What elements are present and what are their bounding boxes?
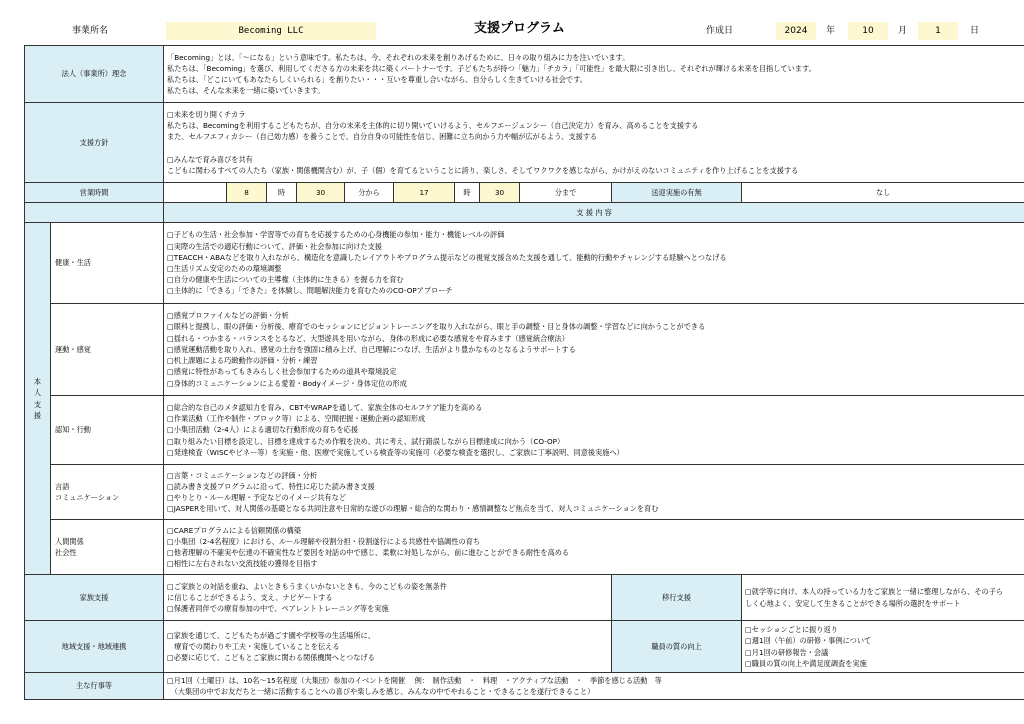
page-title: 支援プログラム <box>474 21 565 36</box>
policy-line: □未来を切り開くチカラ <box>167 109 246 119</box>
transition-line: しく心地よく、安定して生きることができる場所の選択をサポート <box>745 598 961 608</box>
community-text <box>164 621 612 673</box>
policy-label: 支援方針 <box>25 103 164 183</box>
cognition-label: 認知・行動 <box>51 396 164 465</box>
support-line: □読み書き支援プログラムに沿って、特性に応じた読み書き支援 <box>167 481 375 491</box>
end-hour-unit: 時 <box>455 183 480 203</box>
philosophy-text <box>164 46 1024 103</box>
support-line: □作業活動（工作や制作・ブロック等）による、空間把握・運動企画の認知形成 <box>167 414 426 424</box>
support-line: □身体的コミュニケーションによる愛着・Bodyイメージ・身体定位の形成 <box>167 378 407 388</box>
support-header: 支 援 内 容 <box>164 203 1024 223</box>
community-line: □必要に応じて、こどもとご家族に関わる関係機関へとつなげる <box>167 653 375 663</box>
community-label: 地域支援・地域連携 <box>25 621 164 673</box>
health-life-text <box>164 223 1024 304</box>
family-line: に信じることができるよう、支え、ナビゲートする <box>167 592 333 602</box>
support-line: □眼科と提携し、眼の評価・分析後、療育でのセッションにビジョントレーニングを取り入れながら、眼と手の調整・目と身体の調整・学習などに向かうことができる <box>167 322 706 332</box>
support-line: □生活リズム安定のための環境調整 <box>167 264 282 273</box>
support-line: □実際の生活での適応行動について、評価・社会参加に向けた支援 <box>167 241 382 251</box>
staff-text <box>742 621 1024 673</box>
transition-line: □就学等に向け、本人の持っている力をご家族と一緒に整理しながら、その子ら <box>745 587 1004 597</box>
support-header-row <box>25 203 1024 223</box>
philosophy-line: 私たちは、そんな未来を一緒に築いていきます。 <box>167 86 325 96</box>
motor-sensory-text <box>164 304 1024 396</box>
office-name-value: Becoming LLC <box>166 22 376 40</box>
support-line: □他者理解の不確実や伝達の不確実性など要因を対話の中で感じ、柔軟に対処しながら、前に進むことができる耐性を高める <box>167 548 570 557</box>
support-line: □主体的に「できる」「できた」を体験し、問題解決能力を育むためのCO-OPアプローチ <box>167 286 453 296</box>
cognition-text <box>164 396 1024 465</box>
staff-line: □職員の質の向上や満足度調査を実施 <box>745 658 867 668</box>
created-year: 2024 <box>776 22 816 40</box>
family-line: □保護者同伴での療育参加の中で、ペアレントトレーニング等を実施 <box>167 604 389 614</box>
family-transition-row <box>25 575 1024 621</box>
policy-line: こどもに関わるすべての人たち（家族・関係機関含む）が、子（個）を育てるということに誇り、楽しさ、そしてワクワクを感じながら、かけがえのないコミュニティを作り上げることを支援する <box>167 165 799 175</box>
label-char: 支 <box>33 399 42 409</box>
support-line: □感覚に特性があってもきみらしく社会参加するための道具や環境設定 <box>167 367 397 377</box>
events-line: （大集団の中でお友だちと一緒に活動することへの喜びや楽しみを感じ、みんなの中でやれること・できることを遂行できること） <box>167 687 595 696</box>
program-table <box>24 45 1024 700</box>
policy-row <box>25 103 1024 183</box>
policy-line-blank <box>167 143 1021 154</box>
transition-label: 移行支援 <box>612 575 742 621</box>
start-minute: 30 <box>297 183 345 203</box>
until-unit: 分まで <box>520 183 612 203</box>
staff-line: □月1回の研修報告・会議 <box>745 647 829 657</box>
support-line: □子どもの生活・社会参加・学習等での育ちを応援するための心身機能の参加・能力・機能レベルの評価 <box>167 230 505 240</box>
start-hour-unit: 時 <box>267 183 297 203</box>
family-label: 家族支援 <box>25 575 164 621</box>
created-day: 1 <box>918 22 958 40</box>
support-line: □机上課題による巧緻動作の評価・分析・練習 <box>167 356 318 366</box>
support-line: □やりとり・ルール理解・予定などのイメージ共有など <box>167 493 346 502</box>
support-section-row <box>25 223 1024 304</box>
family-line: □ご家族との対話を重ね、よいときもうまくいかないときも、今のこどもの姿を無条件 <box>167 581 447 591</box>
events-row <box>25 673 1024 700</box>
philosophy-line: 「Becoming」とは、「～になる」という意味です。私たちは、今、それぞれの未来を創りあげるために、日々の取り組みに力を注いでいます。 <box>167 52 630 62</box>
language-text <box>164 465 1024 520</box>
hours-label: 営業時間 <box>25 183 164 203</box>
support-line: □JASPERを用いて、対人関係の基礎となる共同注意や日常的な遊びの理解・総合的な関わり・感情調整など焦点を当て、対人コミュニケーションを育む <box>167 504 659 514</box>
community-staff-row <box>25 621 1024 673</box>
support-section-row <box>25 396 1024 465</box>
personal-support-label <box>25 223 51 575</box>
staff-label: 職員の質の向上 <box>612 621 742 673</box>
support-line: □自分の健康や生活についての主導権（主体的に生きる）を握る力を育む <box>167 275 404 285</box>
support-line: □小集団活動（2-4人）による適切な行動形成の育ちを応援 <box>167 425 359 435</box>
health-life-label: 健康・生活 <box>51 223 164 304</box>
office-name-label: 事業所名 <box>72 26 109 36</box>
staff-line: □セッションごとに振り返り <box>745 625 838 635</box>
support-line: □言葉・コミュニケーションなどの評価・分析 <box>167 470 318 480</box>
from-unit: 分から <box>345 183 394 203</box>
created-month-unit: 月 <box>898 26 908 36</box>
support-line: □相性に左右されない交流技能の獲得を目指す <box>167 559 318 569</box>
policy-text <box>164 103 1024 183</box>
staff-line: □週1回（午前）の研修・事例について <box>745 636 872 646</box>
label-char: 援 <box>33 410 42 420</box>
motor-sensory-label: 運動・感覚 <box>51 304 164 396</box>
events-line: □月1回（土曜日）は、10名～15名程度（大集団）参加のイベントを開催 例： 制作活動 ・ 料理 ・アクティブな活動 ・ 季節を感じる活動 等 <box>167 675 662 685</box>
events-label: 主な行事等 <box>25 673 164 700</box>
hours-row <box>25 183 1024 203</box>
support-section-row <box>25 465 1024 520</box>
policy-line: また、セルフエフィカシー（自己効力感）を養うことで、自分自身の可能性を信じ、困難に立ち向かう力や幅が広がるよう、支援する <box>167 132 598 142</box>
end-minute: 30 <box>480 183 520 203</box>
hours-spacer <box>164 183 227 203</box>
social-label: 人間関係 社会性 <box>51 520 164 575</box>
support-line: □CAREプログラムによる信頼関係の構築 <box>167 525 302 535</box>
language-label: 言語 コミュニケーション <box>51 465 164 520</box>
policy-line: □みんなで育み喜びを共有 <box>167 154 253 164</box>
created-month: 10 <box>848 22 888 40</box>
events-text <box>164 673 1024 700</box>
community-line: 療育での関わりや工夫・実施していることを伝える <box>167 641 340 651</box>
philosophy-line: 私たちは、「Becoming」を選び、利用してくださる方の未来を共に築くパートナーです。子どもたちが持つ「魅力」「チカラ」「可能性」を最大限に引き出し、それぞれが輝ける未来を目指しています。 <box>167 63 816 73</box>
support-line: □取り組みたい目標を設定し、目標を達成するため作戦を決め、共に考え、試行錯誤しながら目標達成に向かう（CO-OP） <box>167 436 565 446</box>
philosophy-label: 法人（事業所）理念 <box>25 46 164 103</box>
philosophy-row <box>25 46 1024 103</box>
end-hour: 17 <box>394 183 455 203</box>
community-line: □家族を通じて、こどもたちが過ごす園や学校等の生活場所に、 <box>167 630 375 640</box>
start-hour: 8 <box>227 183 267 203</box>
support-line: □揺れる・つかまる・バランスをとるなど、大型遊具を用いながら、身体の形成に必要な感覚をや育みます（感覚統合療法） <box>167 333 569 343</box>
label-char: 人 <box>33 388 42 398</box>
transition-text <box>742 575 1024 621</box>
transport-value: なし <box>742 183 1024 203</box>
support-line: □感覚運動活動を取り入れ、感覚の土台を強固に積み上げ、自己理解につなげ、生活がより豊かなものとなるようサポートする <box>167 344 576 354</box>
philosophy-line: 私たちは、「どこにいてもあなたらしくいられる」を創りたい・・・互いを尊重し合いながら、自分らしく生きていける社会です。 <box>167 75 587 84</box>
support-line: □TEACCH・ABAなどを取り入れながら、構造化を意識したレイアウトやプログラム提示などの視覚支援含めた支援を通して、能動的行動やチャレンジする経験へとつなげる <box>167 252 727 262</box>
label-char: 本 <box>33 377 42 387</box>
support-section-row <box>25 304 1024 396</box>
social-text <box>164 520 1024 575</box>
policy-line: 私たちは、Becomingを利用するこどもたちが、自分の未来を主体的に切り開いていけるよう、セルフエージェンシー（自己決定力）を育み、高めることを支援する <box>167 121 699 131</box>
support-section-row <box>25 520 1024 575</box>
support-line: □発達検査（WISCやビネー等）を実施・他、医療で実施している検査等の実施可（必要な検査を選択し、ご家族に丁寧説明、同意後実施へ） <box>167 447 624 457</box>
support-line: □小集団（2-4名程度）における、ルール理解や役割分担・役割遂行による共感性や協調性の育ち <box>167 536 481 546</box>
created-day-unit: 日 <box>970 26 980 36</box>
support-line: □感覚プロファイルなどの評価・分析 <box>167 311 289 321</box>
created-date-label: 作成日 <box>706 26 734 36</box>
support-line: □総合的な自己のメタ認知力を育み、CBTやWRAPを通して、家族全体のセルフケア能力を高める <box>167 402 483 412</box>
created-year-unit: 年 <box>826 26 836 36</box>
transport-label: 送迎実施の有無 <box>612 183 742 203</box>
family-text <box>164 575 612 621</box>
support-header-spacer <box>25 203 164 223</box>
